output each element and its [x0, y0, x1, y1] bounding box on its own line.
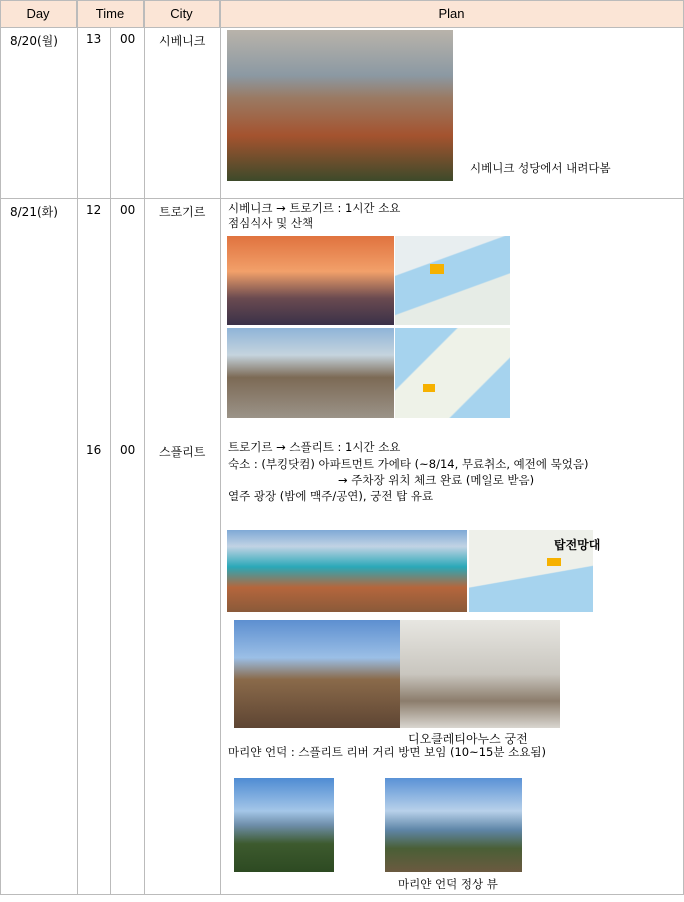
plan-line: 마리얀 언덕 : 스플리트 리버 거리 방면 보임 (10~15분 소요됨): [228, 745, 546, 759]
minute-cell: 00: [120, 32, 136, 46]
plan-line: 숙소 : (부킹닷컴) 아파트먼트 가에타 (~8/14, 무료취소, 예전에 묵었음): [228, 457, 589, 471]
header-day: Day: [0, 0, 77, 27]
header-plan: Plan: [220, 0, 684, 27]
plan-line: 트로기르 → 스플리트 : 1시간 소요: [228, 440, 401, 454]
minute-cell: 00: [120, 443, 136, 457]
minute-cell: 00: [120, 203, 136, 217]
trogir-promenade-photo: [227, 328, 394, 418]
map-label: 탑전망대: [554, 538, 601, 552]
bell-tower-photo: [234, 620, 400, 728]
photo-caption: 시베니크 성당에서 내려다봄: [470, 161, 611, 175]
hour-cell: 13: [86, 32, 102, 46]
hour-cell: 12: [86, 203, 102, 217]
peristyle-photo: [400, 620, 560, 728]
hour-cell: 16: [86, 443, 102, 457]
trogir-sunset-photo: [227, 236, 394, 325]
city-cell: 시베니크: [159, 34, 206, 48]
day-cell: 8/20(월): [10, 34, 58, 48]
header-time: Time: [77, 0, 144, 27]
header-city: City: [144, 0, 220, 27]
plan-line: 시베니크 → 트로기르 : 1시간 소요: [228, 201, 401, 215]
city-cell: 트로기르: [159, 205, 206, 219]
day-cell: 8/21(화): [10, 205, 58, 219]
trogir-map-detail: [395, 328, 510, 418]
plan-line: → 주차장 위치 체크 완료 (메일로 받음): [338, 473, 535, 487]
trogir-map: [395, 236, 510, 325]
marjan-photo: [234, 778, 334, 872]
city-cell: 스플리트: [159, 445, 206, 459]
photo-caption: 마리얀 언덕 정상 뷰: [398, 877, 498, 891]
plan-line: 열주 광장 (밤에 맥주/공연), 궁전 탑 유료: [228, 489, 434, 503]
sibenik-photo: [227, 30, 453, 181]
split-aerial-photo: [227, 530, 467, 612]
marjan-summit-photo: [385, 778, 522, 872]
plan-line: 점심식사 및 산책: [228, 216, 314, 230]
photo-caption: 디오클레티아누스 궁전: [408, 732, 528, 746]
